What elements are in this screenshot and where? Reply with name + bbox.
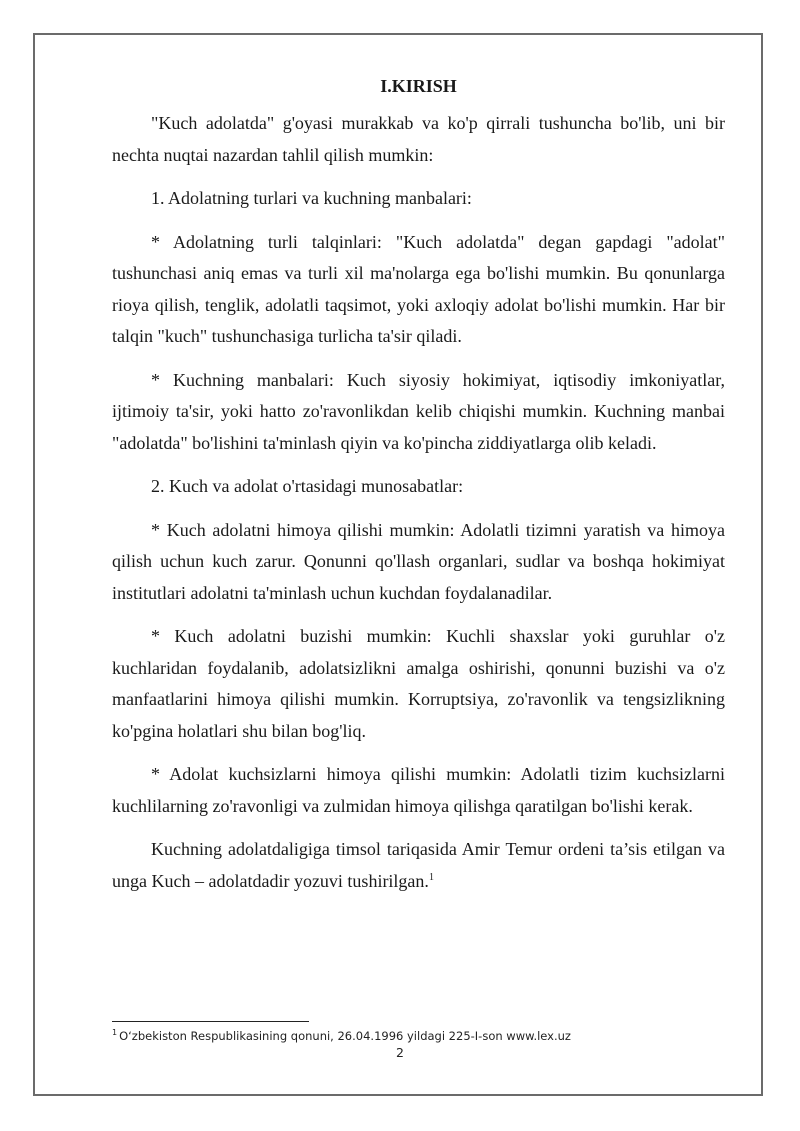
footnote-reference[interactable]: 1 <box>428 871 434 883</box>
document-body <box>112 75 725 909</box>
footnote-separator <box>112 1021 309 1022</box>
paragraph-justice-protects-weak: * Adolat kuchsizlarni himoya qilishi mumkin: Adolatli tizim kuchsizlarni kuchlilarning zo'ravonligi va zulmidan himoya qilishga qaratilgan bo'lishi kerak. <box>112 764 725 816</box>
paragraph-point-2: 2. Kuch va adolat o'rtasidagi munosabatlar: <box>151 476 464 496</box>
paragraph-power-protects-justice: * Kuch adolatni himoya qilishi mumkin: Adolatli tizimni yaratish va himoya qilish uchun kuch zarur. Qonunni qo'llash organlari, sudlar va boshqa hokimiyat institutlari adolatni ta'minlash uchun kuchdan foydalanadilar. <box>112 519 725 603</box>
footnote <box>112 1029 725 1043</box>
paragraph-power-sources: * Kuchning manbalari: Kuch siyosiy hokimiyat, iqtisodiy imkoniyatlar, ijtimoiy ta'sir, yoki hatto zo'ravonlikdan kelib chiqishi mumkin. Kuchning manbai "adolatda" bo'lishini ta'minlash qiyin va ko'pincha ziddiyatlarga olib keladi. <box>112 369 725 453</box>
section-heading: I.KIRISH <box>380 76 457 96</box>
paragraph-amir-temur-order <box>112 834 725 897</box>
paragraph-power-violates-justice: * Kuch adolatni buzishi mumkin: Kuchli shaxslar yoki guruhlar o'z kuchlaridan foydalanib, adolatsizlikni amalga oshirishi, qonunni buzishi va o'z manfaatlarini himoya qilishi mumkin. Korruptsiya, zo'ravonlik va tengsizlikning ko'pgina holatlari shu bilan bog'liq. <box>112 626 725 741</box>
footnote-text: O‘zbekiston Respublikasining qonuni, 26.04.1996 yildagi 225-I-son www.lex.uz <box>119 1029 571 1043</box>
paragraph-intro: "Kuch adolatda" g'oyasi murakkab va ko'p qirrali tushuncha bo'lib, uni bir nechta nuqtai nazardan tahlil qilish mumkin: <box>112 113 725 165</box>
page-number: 2 <box>396 1045 404 1060</box>
paragraph-point-1: 1. Adolatning turlari va kuchning manbalari: <box>151 188 472 208</box>
paragraph-justice-interpretations: * Adolatning turli talqinlari: "Kuch adolatda" degan gapdagi "adolat" tushunchasi aniq emas va turli xil ma'nolarga ega bo'lishi mumkin. Bu qonunlarga rioya qilish, tenglik, adolatli taqsimot, yoki axloqiy adolat bo'lishi mumkin. Har bir talqin "kuch" tushunchasiga turlicha ta'sir qiladi. <box>112 231 725 346</box>
paragraph-amir-temur-text: Kuchning adolatdaligiga timsol tariqasida Amir Temur ordeni ta’sis etilgan va unga Kuch – adolatdadir yozuvi tushirilgan. <box>112 839 725 891</box>
footnote-marker: 1 <box>112 1028 118 1038</box>
